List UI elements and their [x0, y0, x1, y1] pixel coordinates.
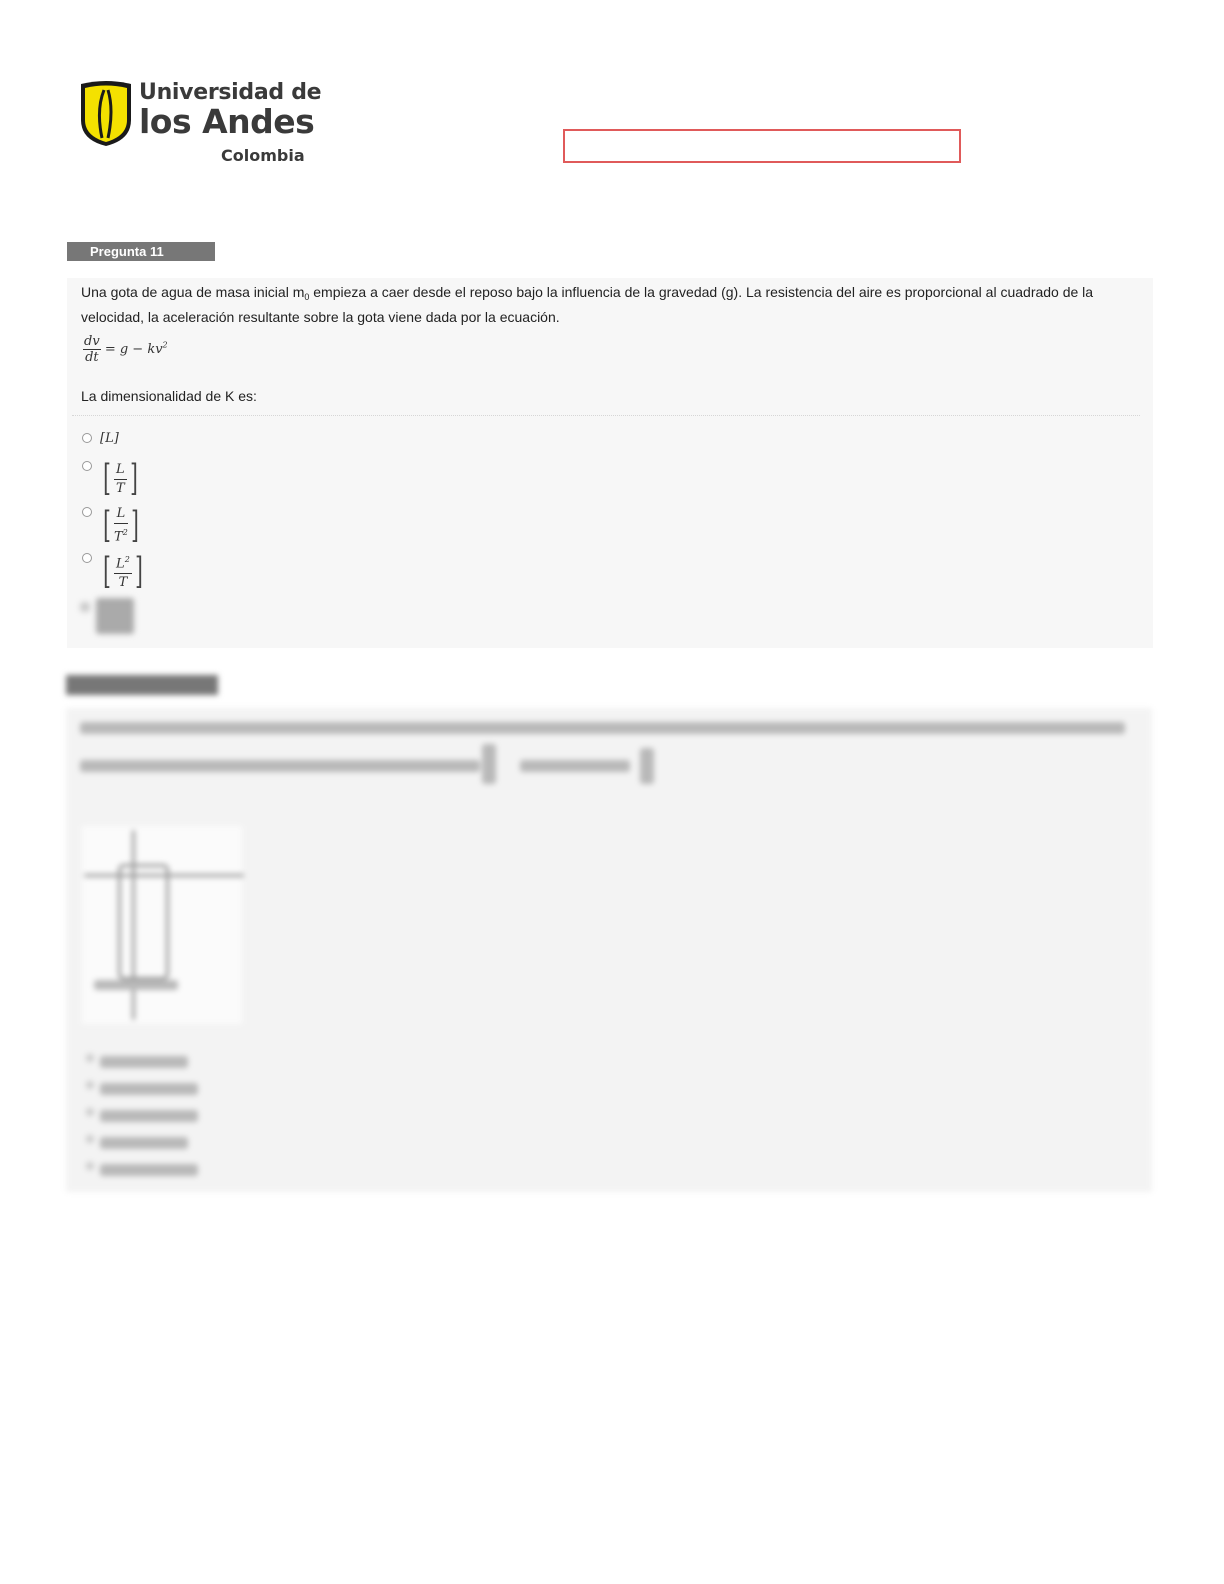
option-math: [ $L^2$ T ] [103, 550, 143, 592]
option-denominator: T [114, 529, 123, 545]
answer-option-1[interactable] [82, 431, 119, 446]
equation-exponent: 2 [162, 340, 168, 350]
option-exponent: 2 [122, 528, 128, 537]
question-header: Pregunta 11 [67, 242, 215, 261]
highlight-box [563, 129, 961, 163]
option-math: [ L $T^2$ ] [103, 504, 139, 546]
answer-option-4[interactable] [82, 551, 146, 592]
radio-button[interactable] [82, 461, 92, 471]
logo-line-3: Colombia [221, 146, 305, 165]
radio-button[interactable] [82, 507, 92, 517]
option-exponent: 2 [124, 555, 130, 564]
option-numerator: L [114, 505, 128, 524]
logo-line-1: Universidad de [139, 80, 322, 105]
fraction-numerator: dv [84, 334, 100, 349]
question-prompt: La dimensionalidad de K es: [81, 388, 257, 404]
divider [72, 415, 1140, 416]
radio-button[interactable] [82, 433, 92, 443]
fraction-denominator: dt [85, 350, 99, 365]
option-math: [ $\frac{L}{T}$ ] [103, 458, 138, 499]
equation [83, 334, 168, 365]
answer-option-3[interactable] [82, 505, 142, 546]
question-panel [67, 278, 1153, 648]
mass-subscript: 0 [304, 292, 310, 302]
equation-rhs: = g − kv [104, 342, 163, 357]
question-text-end: empieza a caer desde el reposo bajo la influencia de la gravedad (g). La resistencia del aire es proporcional al cuadrado de la velocidad, la aceleración resultante sobre la gota viene dada por la ecuación. [81, 284, 1094, 325]
blurred-option [80, 598, 140, 638]
option-numerator: L [114, 461, 127, 480]
logo-line-2: los Andes [139, 102, 315, 141]
answer-option-2[interactable] [82, 459, 141, 499]
option-denominator: T [116, 480, 125, 496]
shield-icon [78, 80, 134, 148]
option-denominator: T [118, 575, 128, 591]
question-text [81, 282, 1121, 327]
option-math: [L] [100, 431, 119, 446]
derivative-fraction [83, 334, 101, 365]
question-text-start: Una gota de agua de masa inicial m [81, 284, 305, 300]
university-logo [78, 78, 322, 168]
radio-button[interactable] [82, 553, 92, 563]
option-numerator: L [116, 556, 125, 572]
